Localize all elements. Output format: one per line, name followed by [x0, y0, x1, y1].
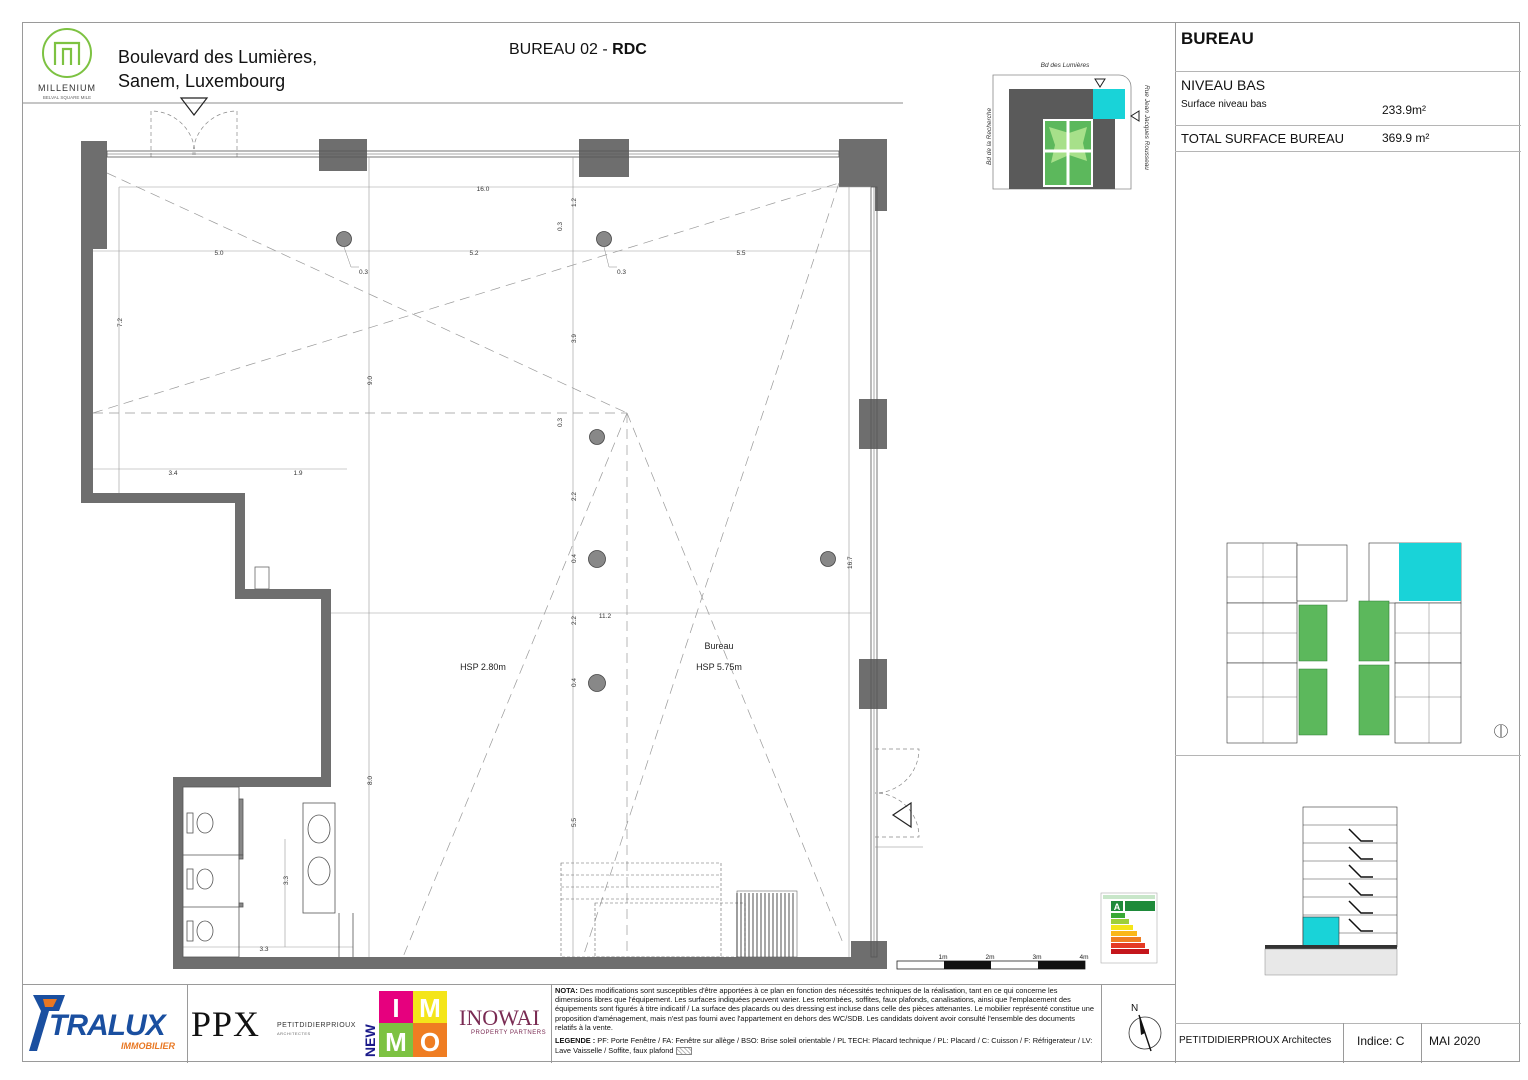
panel-rule	[1175, 151, 1521, 152]
dim-0-3-a: 0.3	[359, 269, 369, 276]
new-immo-i: I	[392, 993, 400, 1023]
scale-1m: 1m	[938, 954, 948, 961]
tralux-subtitle: IMMOBILIER	[121, 1041, 175, 1051]
plan-title-prefix: BUREAU 02 -	[509, 41, 613, 58]
panel-rule	[1175, 71, 1521, 72]
footer-separator	[187, 984, 188, 1063]
energy-class: A	[1113, 902, 1121, 912]
scale-bar	[897, 954, 1089, 969]
total-surface-value: 369.9 m²	[1382, 131, 1430, 145]
hsp-right-label: HSP 5.75m	[696, 662, 742, 672]
surface-value: 233.9m²	[1382, 103, 1427, 117]
new-immo-new: NEW	[362, 1024, 378, 1057]
architect-name: PETITDIDIERPRIOUX Architectes	[1179, 1035, 1332, 1046]
dim-16-0: 16.0	[476, 186, 490, 193]
level-label: NIVEAU BAS	[1181, 77, 1266, 93]
wc-block	[183, 787, 353, 957]
panel-title: BUREAU	[1181, 29, 1254, 48]
footer-separator	[1421, 1023, 1422, 1063]
drawing-date: MAI 2020	[1429, 1034, 1481, 1048]
brand-text: MILLENIUM	[37, 83, 97, 93]
dim-8-0: 8.0	[367, 775, 374, 785]
footer-separator	[1101, 984, 1102, 1063]
street-left: Bd de la Recherche	[986, 107, 993, 165]
dim-7-2: 7.2	[117, 317, 124, 327]
entrance-marker-icon	[181, 98, 207, 115]
room-label: Bureau	[704, 641, 734, 651]
dim-1-2: 1.2	[571, 197, 578, 207]
legende-text	[555, 1036, 1095, 1056]
hsp-left-label: HSP 2.80m	[460, 662, 506, 672]
drawing-sheet	[22, 22, 1520, 1062]
scale-4m: 4m	[1079, 954, 1089, 961]
dim-3-3-b: 3.3	[283, 875, 290, 885]
dim-5-5: 5.5	[736, 250, 746, 257]
floor-plan	[23, 23, 1175, 984]
key-plan-north-icon	[1493, 723, 1509, 739]
surface-label: Surface niveau bas	[1181, 99, 1267, 110]
dim-1-9: 1.9	[293, 470, 303, 477]
north-label: N	[1131, 1003, 1139, 1014]
columns	[337, 232, 836, 692]
staircase	[561, 863, 797, 957]
walls	[81, 139, 887, 969]
panel-divider	[1175, 23, 1176, 1063]
new-immo-logo-icon	[361, 989, 453, 1059]
dim-5-2: 5.2	[469, 250, 479, 257]
legende-label: LEGENDE :	[555, 1036, 596, 1045]
total-surface-label: TOTAL SURFACE BUREAU	[1181, 131, 1345, 146]
legende-body: PF: Porte Fenêtre / FA: Fenêtre sur allège / BSO: Brise soleil orientable / PL TECH: Placard technique / PL: Placard / C: Cuisson / F: Réfrigerateur / LV: Lave Vaisselle / Soffite, faux plafond	[555, 1036, 1093, 1055]
energy-label-icon	[1101, 893, 1157, 963]
key-plan	[1219, 537, 1469, 751]
inowai-wordmark: INOWAI	[459, 1005, 540, 1030]
panel-rule	[1175, 125, 1521, 126]
inowai-subtitle: PROPERTY PARTNERS	[471, 1030, 547, 1036]
dim-3-9: 3.9	[571, 333, 578, 343]
dim-2-2-b: 2.2	[571, 615, 578, 625]
soffite-hatch-icon	[676, 1047, 692, 1055]
dim-0-3-c: 0.3	[557, 221, 564, 231]
panel-rule	[1175, 1023, 1521, 1024]
footer-rule	[23, 984, 1175, 985]
plan-title-level: RDC	[612, 41, 647, 58]
address-line-2: Sanem, Luxembourg	[118, 71, 286, 91]
brand-subtext: BELVAL SQUARE MILE	[42, 95, 92, 100]
section-drawing	[1257, 801, 1401, 977]
dim-0-4-b: 0.4	[571, 677, 578, 687]
ppx-wordmark: PPX	[191, 1004, 261, 1044]
nota-label: NOTA:	[555, 986, 578, 995]
dim-16-7: 16.7	[847, 556, 854, 569]
nota-text	[555, 986, 1095, 1032]
new-immo-o: O	[419, 1027, 441, 1057]
footer-separator	[551, 984, 552, 1063]
dim-2-2-a: 2.2	[571, 491, 578, 501]
street-right: Rue Jean Jacques Rousseau	[1143, 85, 1150, 170]
dim-3-3-a: 3.3	[259, 946, 269, 953]
ppx-subtitle: PETITDIDIERPRIOUX	[277, 1022, 356, 1029]
dim-5-0: 5.0	[214, 250, 224, 257]
nota-body: Des modifications sont susceptibles d'être apportées à ce plan en fonction des nécessités techniques de la réalisation, tant en ce qui concerne les dimensions libres que l'équipement. Les surfaces indiquées peuvent varier. Les retombées, soffites, faux plafonds, canalisations, ainsi que l'emplacement des équipements sont figurés à titre indicatif / La surface des placards ou des dressing est incluse dans celle des pièces attenantes. Le mobilier représenté constitue une proposition d'aménagement, mais n'est pas fourni avec l'appartement en dehors des WC/SDB. Les candidats doivent avoir consulté l'ensemble des documents relatifs à la vente.	[555, 986, 1095, 1032]
new-immo-m1: M	[419, 993, 441, 1023]
address-line-1: Boulevard des Lumières,	[118, 47, 318, 67]
dim-0-4-a: 0.4	[571, 553, 578, 563]
tralux-wordmark: TRALUX	[49, 1009, 165, 1042]
dim-3-4: 3.4	[168, 470, 178, 477]
new-immo-m2: M	[385, 1027, 407, 1057]
panel-rule	[1175, 755, 1521, 756]
revision-index: Indice: C	[1357, 1034, 1405, 1048]
location-map	[986, 62, 1150, 189]
dim-5-5-b: 5.5	[571, 817, 578, 827]
dim-11-2: 11.2	[598, 613, 612, 620]
dim-0-3-d: 0.3	[557, 417, 564, 427]
dim-0-3-b: 0.3	[617, 269, 627, 276]
scale-3m: 3m	[1032, 954, 1042, 961]
footer-separator	[1343, 1023, 1344, 1063]
dim-9-0: 9.0	[367, 375, 374, 385]
side-entrance-marker-icon	[893, 803, 911, 827]
scale-2m: 2m	[985, 954, 995, 961]
north-arrow-icon	[1119, 999, 1167, 1055]
street-top: Bd des Lumières	[1040, 62, 1090, 69]
ppx-subtitle-2: ARCHITECTES	[277, 1031, 311, 1036]
